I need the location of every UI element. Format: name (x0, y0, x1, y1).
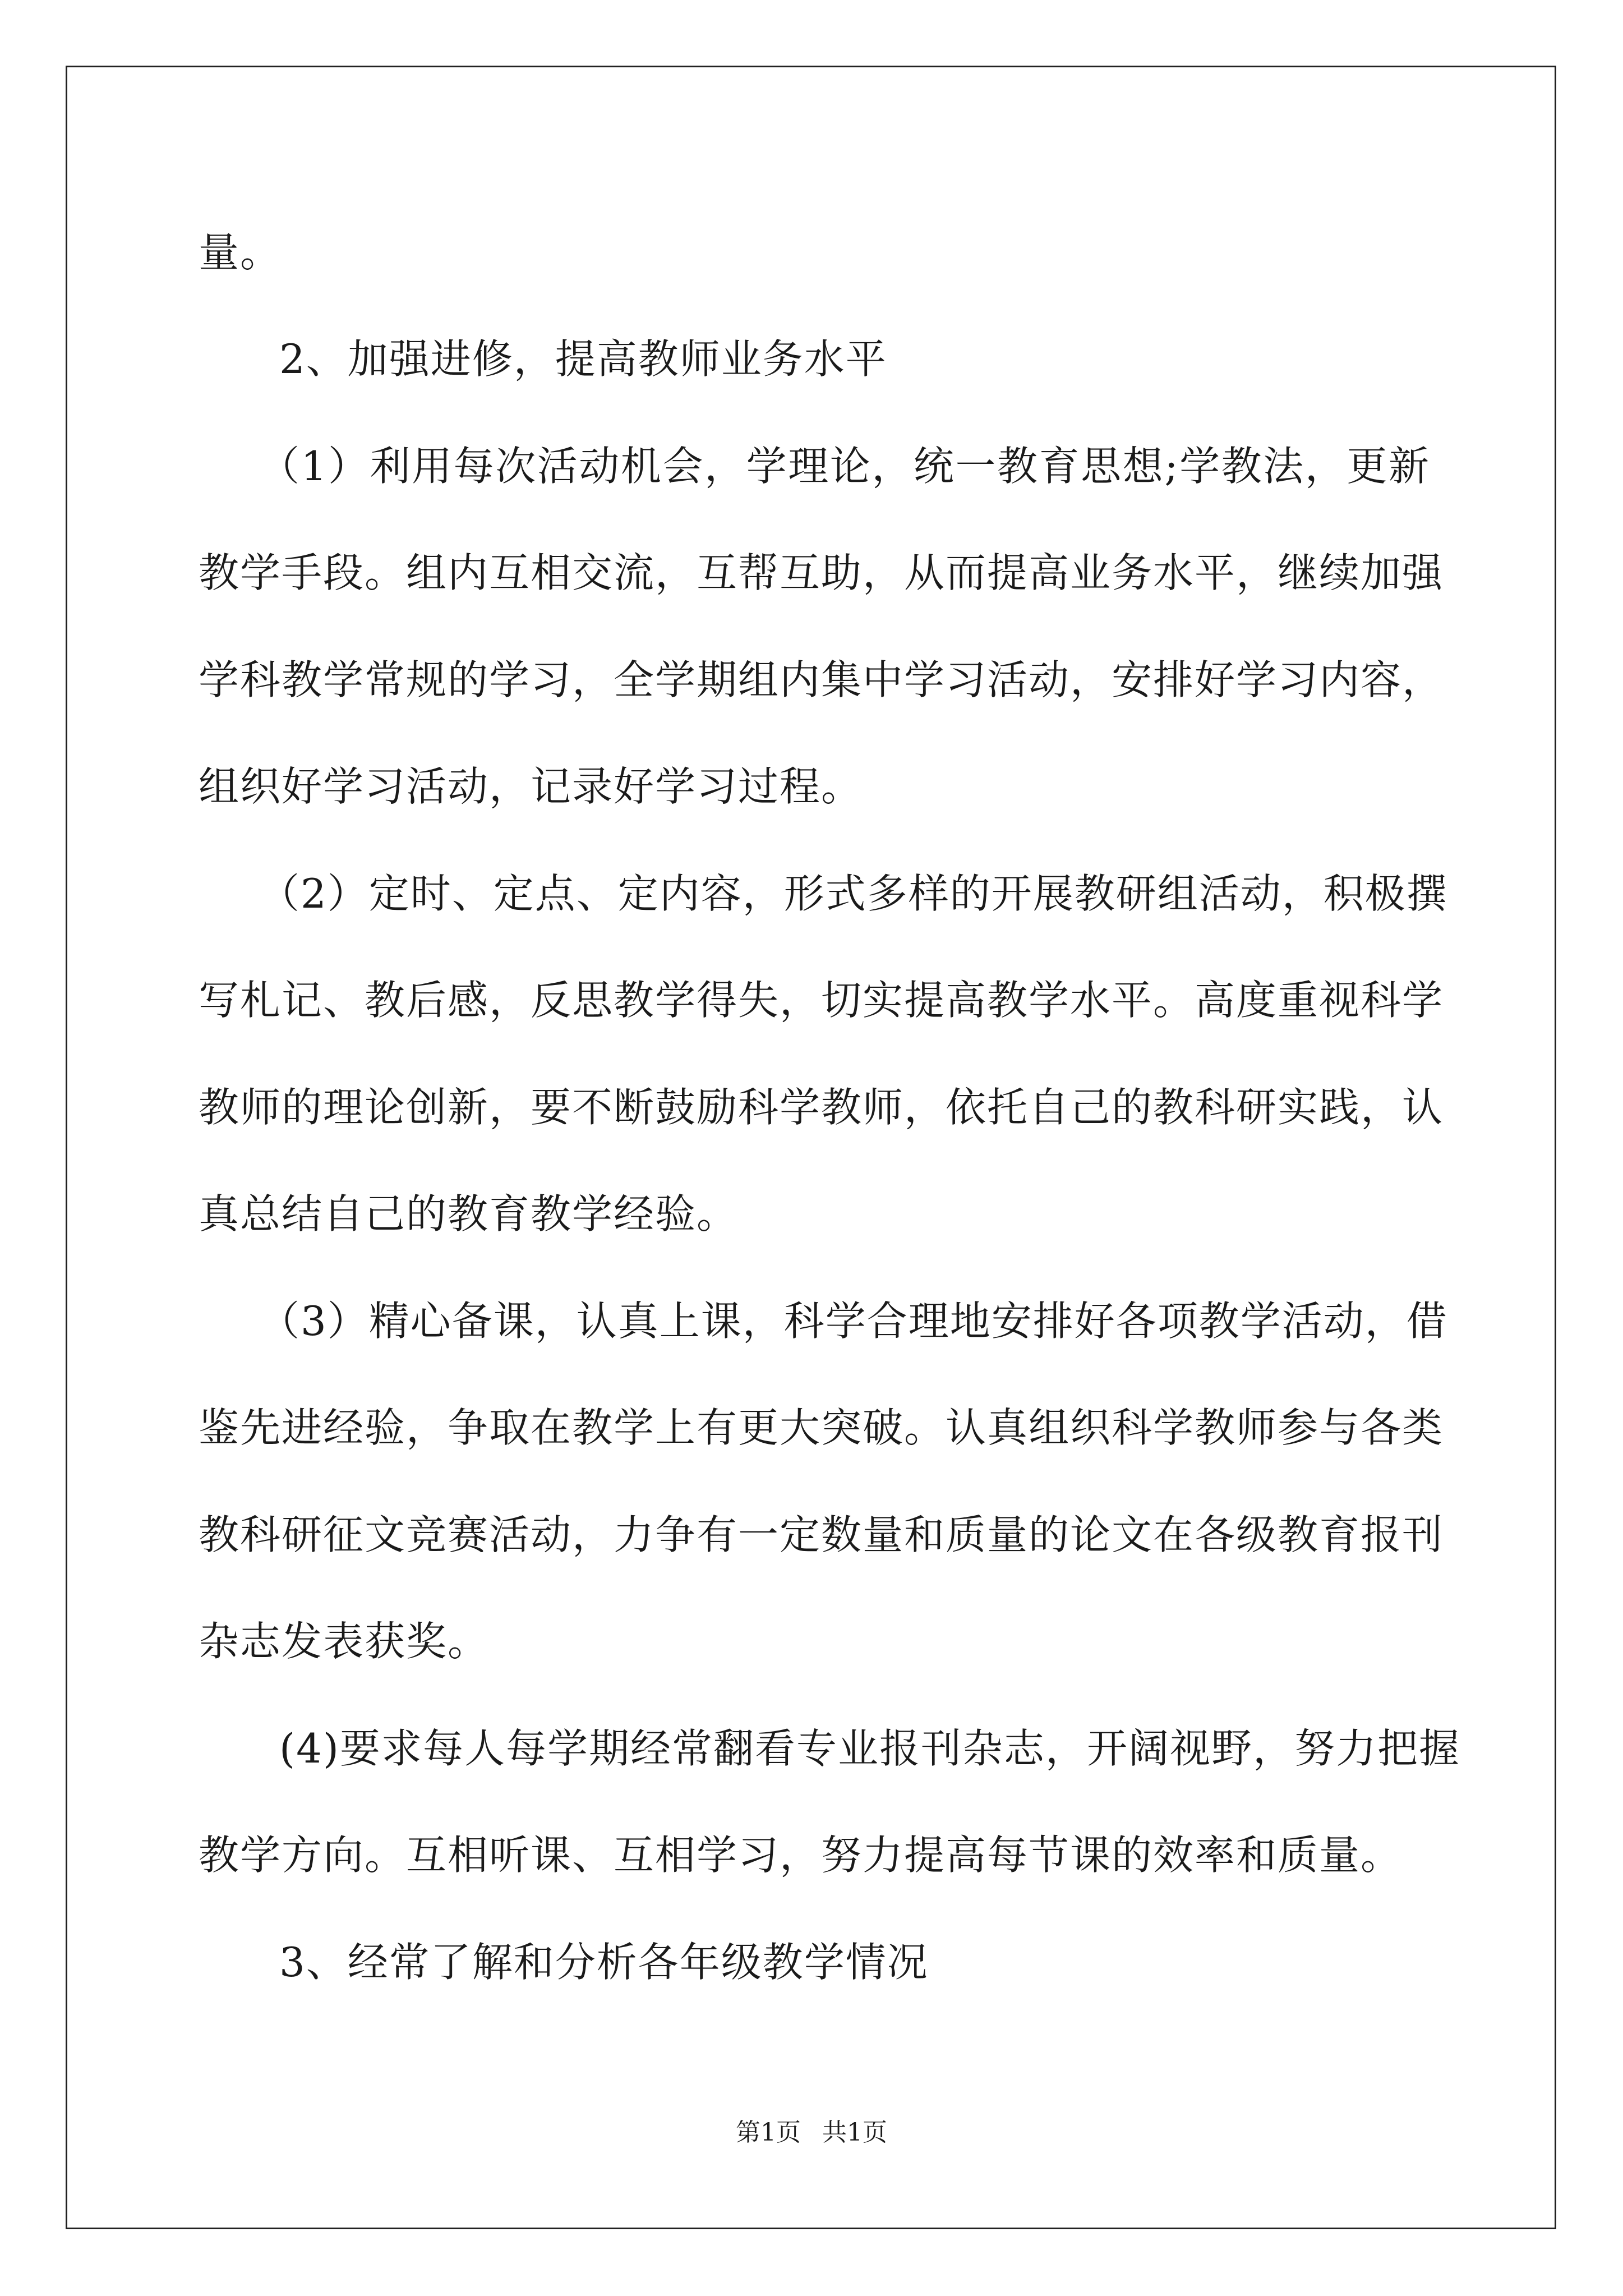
text-line: 教学方向。互相听课、互相学习，努力提高每节课的效率和质量。 (199, 1832, 1403, 1879)
text-line: 杂志发表获奖。 (199, 1618, 490, 1665)
text-line: 教学手段。组内互相交流，互帮互助，从而提高业务水平，继续加强 (199, 549, 1444, 596)
text-line: （1）利用每次活动机会，学理论，统一教育思想;学教法，更新 (259, 443, 1430, 490)
text-line: 教科研征文竞赛活动，力争有一定数量和质量的论文在各级教育报刊 (199, 1511, 1444, 1558)
text-line: 量。 (199, 229, 282, 276)
text-line: 学科教学常规的学习，全学期组内集中学习活动，安排好学习内容， (199, 656, 1444, 703)
text-line: (4)要求每人每学期经常翻看专业报刊杂志，开阔视野，努力把握 (279, 1725, 1460, 1772)
text-line: 教师的理论创新，要不断鼓励科学教师，依托自己的教科研实践，认 (199, 1084, 1444, 1131)
text-line: 真总结自己的教育教学经验。 (199, 1190, 739, 1237)
text-line: 写札记、教后感，反思教学得失，切实提高教学水平。高度重视科学 (199, 977, 1444, 1024)
text-line: （3）精心备课，认真上课，科学合理地安排好各项教学活动，借 (259, 1297, 1448, 1345)
text-line: 组织好学习活动，记录好学习过程。 (199, 763, 863, 810)
page-border (66, 66, 1556, 2229)
text-line: 鉴先进经验，争取在教学上有更大突破。认真组织科学教师参与各类 (199, 1404, 1444, 1451)
text-line: 3、经常了解和分析各年级教学情况 (279, 1939, 929, 1986)
text-line: 2、加强进修，提高教师业务水平 (279, 335, 887, 383)
page-number: 第1页 (736, 2118, 801, 2147)
page-total: 共1页 (822, 2118, 887, 2147)
page-footer (0, 2116, 1623, 2150)
text-line: （2）定时、定点、定内容，形式多样的开展教研组活动，积极撰 (259, 870, 1448, 917)
